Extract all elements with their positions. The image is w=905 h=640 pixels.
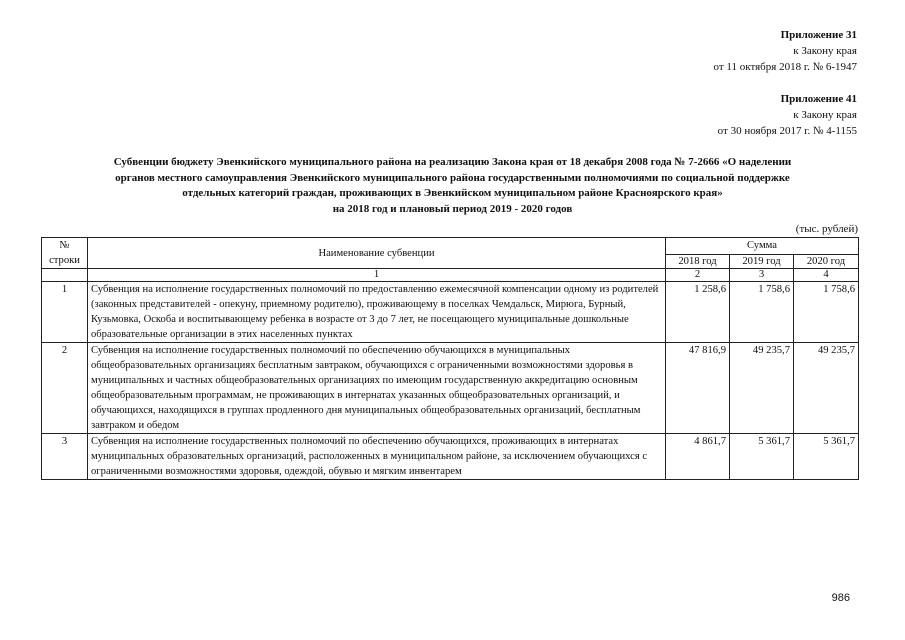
document-title-line: Субвенции бюджету Эвенкийского муниципального района на реализацию Закона края от 18 декабря 2008 года № 7-2666 «О наделении (113, 156, 792, 168)
appendix-title: Приложение 41 (780, 93, 857, 105)
appendix-title: Приложение 31 (780, 29, 857, 41)
column-index-cell (42, 269, 88, 282)
column-index-cell: 2 (666, 269, 730, 282)
amount-2020-cell: 1 758,6 (794, 282, 859, 343)
units-label: (тыс. рублей) (795, 223, 858, 235)
appendix-law-ref: к Закону края (793, 109, 857, 121)
table-header-row (42, 238, 859, 255)
appendix-law-date: от 11 октября 2018 г. № 6-1947 (713, 61, 857, 73)
table-body (42, 269, 859, 480)
subventions-table (41, 237, 859, 480)
table-row (42, 282, 859, 343)
header-sum: Сумма (666, 238, 859, 255)
header-row-number: № строки (42, 238, 88, 269)
appendix-law-date: от 30 ноября 2017 г. № 4-1155 (717, 125, 857, 137)
amount-2019-cell: 49 235,7 (730, 343, 794, 434)
column-index-cell: 3 (730, 269, 794, 282)
table-row (42, 434, 859, 480)
amount-2019-cell: 1 758,6 (730, 282, 794, 343)
column-index-row (42, 269, 859, 282)
column-index-cell: 4 (794, 269, 859, 282)
amount-2018-cell: 4 861,7 (666, 434, 730, 480)
amount-2018-cell: 1 258,6 (666, 282, 730, 343)
subvention-name-cell: Субвенция на исполнение государственных полномочий по обеспечению обучающихся в муниципальных общеобразовательных организациях бесплатным завтраком, обучающихся с ограниченными возможностями здоровья в муниципальных и частных общеобразовательных организациях по имеющим государственную аккредитацию основным общеобразовательным программам, не проживающих в интернатах указанных общеобразовательных организаций, и обучающихся, находящихся в группах продленного дня муниципальных общеобразовательных организаций, бесплатным завтраком и обедом (88, 343, 666, 434)
subvention-name-cell: Субвенция на исполнение государственных полномочий по обеспечению обучающихся, проживающих в интернатах муниципальных образовательных организаций, расположенных в муниципальном районе, за исключением обучающихся с ограниченными возможностями здоровья, одеждой, обувью и мягким инвентарем (88, 434, 666, 480)
row-number-cell: 3 (42, 434, 88, 480)
table-row (42, 343, 859, 434)
amount-2019-cell: 5 361,7 (730, 434, 794, 480)
document-title-line: отдельных категорий граждан, проживающих в Эвенкийском муниципальном районе Красноярского края» (182, 187, 723, 199)
document-title-line: на 2018 год и плановый период 2019 - 2020 годов (332, 202, 573, 215)
row-number-cell: 1 (42, 282, 88, 343)
page-number: 986 (831, 592, 850, 604)
appendix-block-41 (718, 91, 857, 139)
column-index-cell: 1 (88, 269, 666, 282)
row-number-cell: 2 (42, 343, 88, 434)
amount-2018-cell: 47 816,9 (666, 343, 730, 434)
amount-2020-cell: 49 235,7 (794, 343, 859, 434)
header-year-2020: 2020 год (794, 254, 859, 268)
appendix-law-ref: к Закону края (793, 45, 857, 57)
amount-2020-cell: 5 361,7 (794, 434, 859, 480)
header-year-2018: 2018 год (666, 254, 730, 268)
document-title-line: органов местного самоуправления Эвенкийского муниципального района государственными полномочиями по социальной поддержке (115, 171, 790, 184)
header-year-2019: 2019 год (730, 254, 794, 268)
header-subvention-name: Наименование субвенции (88, 238, 666, 269)
subvention-name-cell: Субвенция на исполнение государственных полномочий по предоставлению ежемесячной компенсации одному из родителей (законных представителей - опекуну, приемному родителю), проживающему в поселках Чемдальск, Мирюга, Бурный, Кузьмовка, Оскоба и воспитывающему ребенка в возрасте от 3 до 7 лет, не посещающего муниципальные дошкольные образовательные организации в этих населенных пунктах (88, 282, 666, 343)
appendix-block-31 (713, 27, 857, 75)
document-title (36, 155, 869, 217)
